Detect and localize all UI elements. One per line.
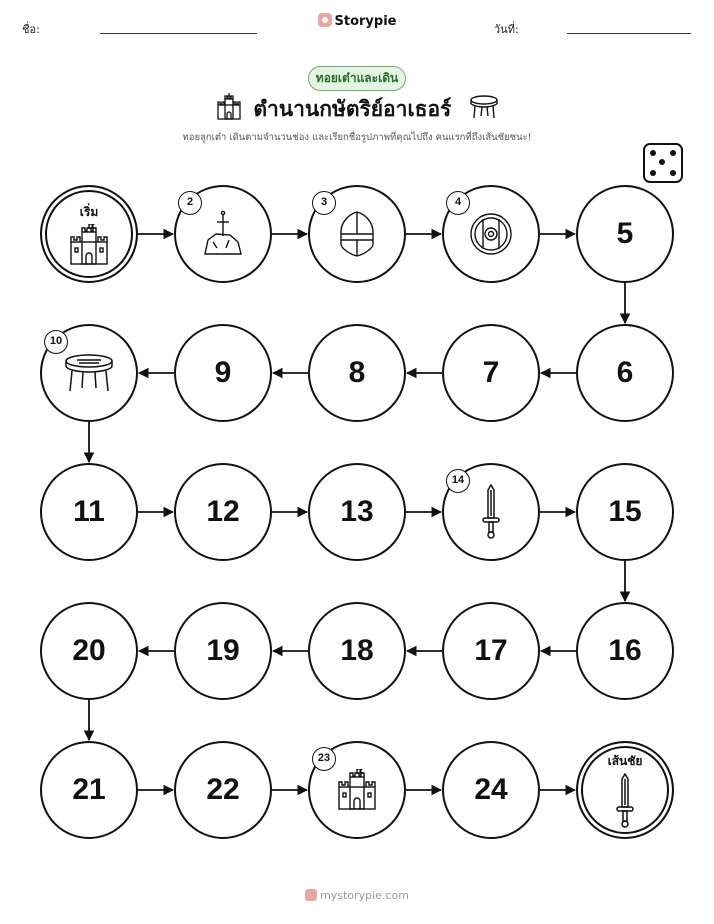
board-space-12 <box>174 463 272 561</box>
board-space-20 <box>40 602 138 700</box>
space-number-badge: 3 <box>312 191 336 215</box>
sword-in-stone-icon <box>201 210 245 258</box>
board-space-14 <box>442 463 540 561</box>
space-number: 19 <box>206 634 240 667</box>
board-space-7 <box>442 324 540 422</box>
footer <box>0 889 714 902</box>
board-space-16 <box>576 602 674 700</box>
board-space-17 <box>442 602 540 700</box>
space-number: 24 <box>474 773 508 806</box>
board-space-6 <box>576 324 674 422</box>
board-space-18 <box>308 602 406 700</box>
space-number: 22 <box>206 773 240 806</box>
space-number: 5 <box>616 217 634 250</box>
space-number-badge: 4 <box>446 191 470 215</box>
board-space-22 <box>174 741 272 839</box>
space-number: 15 <box>608 495 642 528</box>
space-number: 11 <box>73 495 105 528</box>
space-number: 18 <box>340 634 374 667</box>
finish-label: เส้นชัย <box>607 753 643 768</box>
space-number: 8 <box>348 356 366 389</box>
board-space-15 <box>576 463 674 561</box>
board-space-11 <box>40 463 138 561</box>
space-number: 13 <box>340 495 374 528</box>
board-space-9 <box>174 324 272 422</box>
game-tag: ทอยเต๋าและเดิน <box>308 66 406 91</box>
space-number-badge: 2 <box>178 191 202 215</box>
castle-icon <box>334 769 380 811</box>
helmet-icon <box>335 210 379 258</box>
footer-url: mystorypie.com <box>320 889 409 902</box>
board-space-3 <box>308 185 406 283</box>
board-space-23 <box>308 741 406 839</box>
board-space-21 <box>40 741 138 839</box>
space-number: 7 <box>482 356 500 389</box>
space-number: 16 <box>608 634 642 667</box>
storypie-logo-icon <box>305 889 317 901</box>
board-space-5 <box>576 185 674 283</box>
board-space-19 <box>174 602 272 700</box>
board-space-2 <box>174 185 272 283</box>
board-space-start <box>40 185 138 283</box>
board-space-13 <box>308 463 406 561</box>
shield-icon <box>468 211 514 257</box>
space-number-badge: 14 <box>446 469 470 493</box>
board-space-24 <box>442 741 540 839</box>
start-label: เริ่ม <box>79 204 99 219</box>
space-number: 12 <box>206 495 240 528</box>
space-number: 17 <box>474 634 508 667</box>
space-number: 9 <box>214 356 232 389</box>
board-space-4 <box>442 185 540 283</box>
space-number: 21 <box>72 773 106 806</box>
space-number-badge: 10 <box>44 330 68 354</box>
castle-icon <box>66 224 112 266</box>
brand-text: Storypie <box>334 14 397 29</box>
name-label: ชื่อ: <box>22 23 40 36</box>
round-table-icon <box>63 352 115 394</box>
board-space-10 <box>40 324 138 422</box>
date-label: วันที่: <box>494 23 519 36</box>
instructions: ทอยลูกเต๋า เดินตามจำนวนช่อง และเรียกชื่อรูปภาพที่คุณไปถึง คนแรกที่ถึงเส้นชัยชนะ! <box>182 132 532 143</box>
board-space-8 <box>308 324 406 422</box>
space-number-badge: 23 <box>312 747 336 771</box>
space-number: 6 <box>616 356 634 389</box>
sword-icon <box>614 773 636 829</box>
title-text: ตำนานกษัตริย์อาเธอร์ <box>253 97 452 121</box>
board-space-finish <box>576 741 674 839</box>
space-number: 20 <box>72 634 106 667</box>
sword-icon <box>480 484 502 540</box>
